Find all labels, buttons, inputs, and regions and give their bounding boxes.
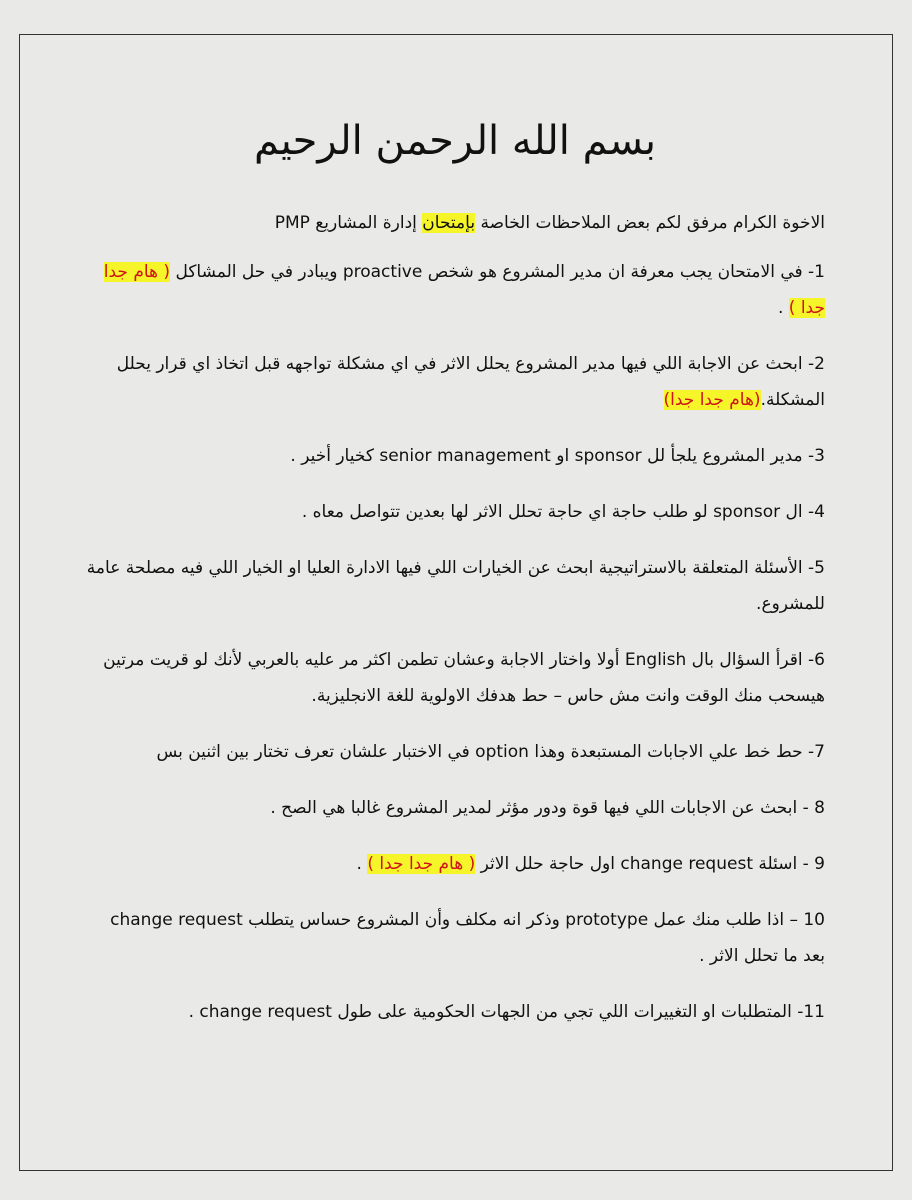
intro-highlight: بإمتحان <box>422 213 476 233</box>
list-item: 5- الأسئلة المتعلقة بالاستراتيجية ابحث عن الخيارات اللي فيها الادارة العليا او الخيار اللي فيه مصلحة عامة للمشروع. <box>86 558 825 614</box>
item-tail: . <box>777 298 789 318</box>
list-item: 8 - ابحث عن الاجابات اللي فيها قوة ودور مؤثر لمدير المشروع غالبا هي الصح . <box>270 798 825 818</box>
important-note: (هام جدا جدا) <box>663 390 761 410</box>
list-item <box>85 346 825 418</box>
list-item: 6- اقرأ السؤال بال English أولا واختار الاجابة وعشان تطمن اكثر مر عليه بالعربي لأنك لو قريت مرتين هيسحب منك الوقت وانت مش حاس – حط هدفك الاولوية للغة الانجليزية. <box>103 650 825 706</box>
item-tail: . <box>356 854 368 874</box>
item-text: 2- ابحث عن الاجابة اللي فيها مدير المشروع يحلل الاثر في اي مشكلة تواجهه قبل اتخاذ اي قرار يحلل المشكلة. <box>116 354 825 410</box>
list-item: 4- ال sponsor لو طلب حاجة اي حاجة تحلل الاثر لها بعدين تتواصل معاه . <box>301 502 825 522</box>
list-item: 10 – اذا طلب منك عمل prototype وذكر انه مكلف وأن المشروع حساس يتطلب change request بعد ما تحلل الاثر . <box>110 910 825 966</box>
intro-paragraph <box>85 205 825 241</box>
item-text: 1- في الامتحان يجب معرفة ان مدير المشروع هو شخص proactive ويبادر في حل المشاكل <box>170 262 825 282</box>
list-item <box>85 254 825 326</box>
intro-text-end: إدارة المشاريع PMP <box>274 213 423 233</box>
list-item: 11- المتطلبات او التغييرات اللي تجي من الجهات الحكومية على طول change request . <box>188 1002 825 1022</box>
page-title: بسم الله الرحمن الرحيم <box>253 118 657 164</box>
important-note: ( هام جدا جدا ) <box>367 854 476 874</box>
list-item: 7- حط خط علي الاجابات المستبعدة وهذا option في الاختبار علشان تعرف تختار بين اثنين بس <box>156 742 825 762</box>
document-body <box>85 115 825 1050</box>
item-text: 9 - اسئلة change request اول حاجة حلل الاثر <box>475 854 825 874</box>
important-note: ( هام جدا جدا ) <box>103 262 825 318</box>
intro-text: الاخوة الكرام مرفق لكم بعض الملاحظات الخاصة <box>475 213 825 233</box>
list-item: 3- مدير المشروع يلجأ لل sponsor او senior management كخيار أخير . <box>290 446 825 466</box>
list-item <box>85 846 825 882</box>
